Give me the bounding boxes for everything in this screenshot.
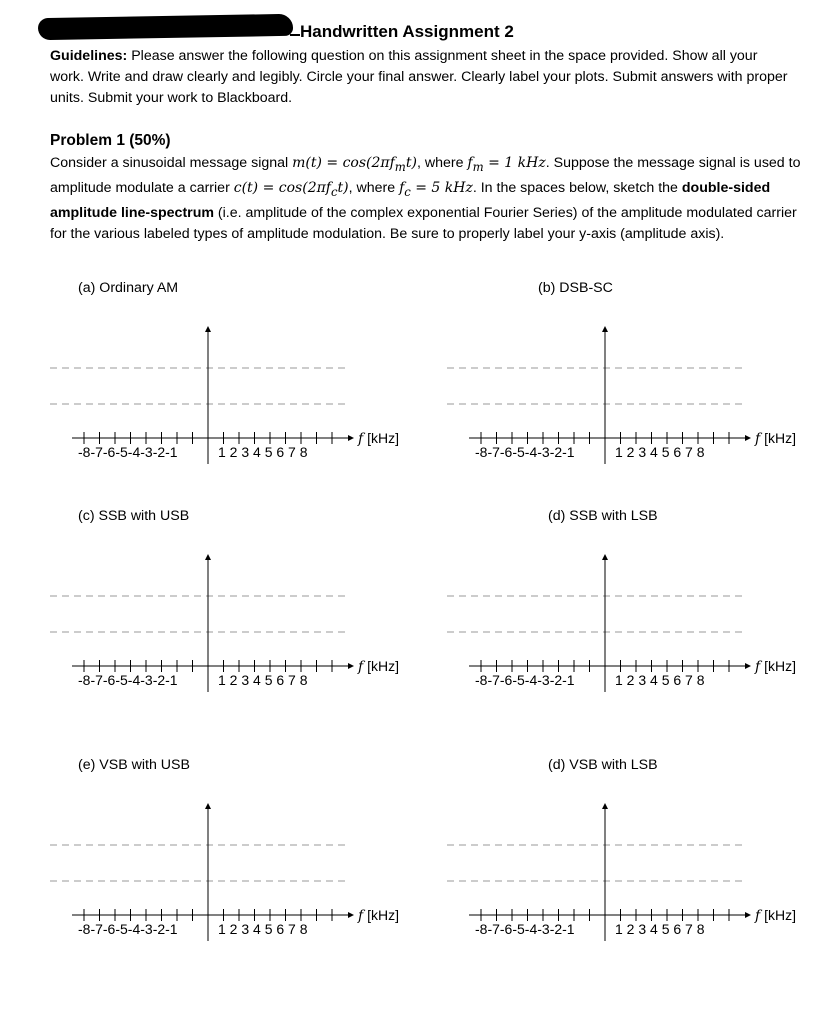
- x-axis-label: f [kHz]: [358, 430, 399, 447]
- x-axis-label: f [kHz]: [755, 907, 796, 924]
- spectrum-plot-c: [40, 546, 430, 696]
- negative-tick-labels: -8-7-6-5-4-3-2-1: [78, 672, 178, 688]
- spectrum-plot-e: [40, 795, 430, 945]
- y-axis-arrow: [205, 803, 211, 809]
- negative-tick-labels: -8-7-6-5-4-3-2-1: [475, 444, 575, 460]
- spectrum-plot-f: [437, 795, 827, 945]
- x-axis-arrow: [348, 435, 354, 441]
- fc-equation: $f_c = 5$ kHz: [399, 179, 473, 199]
- negative-tick-labels: -8-7-6-5-4-3-2-1: [78, 444, 178, 460]
- negative-tick-labels: -8-7-6-5-4-3-2-1: [475, 672, 575, 688]
- plot-label-a: (a) Ordinary AM: [78, 280, 179, 296]
- x-axis-label: f [kHz]: [755, 658, 796, 675]
- x-axis-label: f [kHz]: [358, 907, 399, 924]
- positive-tick-labels: 1 2 3 4 5 6 7 8: [615, 444, 705, 460]
- x-axis-arrow: [348, 912, 354, 918]
- x-axis-arrow: [348, 663, 354, 669]
- guidelines-label: Guidelines:: [50, 48, 128, 64]
- problem-text: , where: [348, 179, 400, 196]
- y-axis-arrow: [205, 554, 211, 560]
- guidelines-text: Please answer the following question on this assignment sheet in the space provided. Show all your work. Write and draw clearly and legibly. Circle your final answer. Clearly label your plots. Submit answers with proper units. Submit your work to Blackboard.: [50, 48, 788, 106]
- x-axis-arrow: [745, 912, 751, 918]
- bold-term: double-sided amplitude line-spectrum: [50, 179, 771, 221]
- plot-label-c: (c) SSB with USB: [78, 508, 190, 524]
- plot-label-d: (d) SSB with LSB: [548, 508, 658, 524]
- page-title: Handwritten Assignment 2: [300, 22, 514, 41]
- x-axis-arrow: [745, 435, 751, 441]
- carrier-equation: $c(t) = \cos(2\pi f_ct)$: [233, 179, 349, 199]
- x-axis-arrow: [745, 663, 751, 669]
- spectrum-plot-d: [437, 546, 827, 696]
- y-axis-arrow: [602, 326, 608, 332]
- y-axis-arrow: [602, 803, 608, 809]
- positive-tick-labels: 1 2 3 4 5 6 7 8: [218, 921, 308, 937]
- positive-tick-labels: 1 2 3 4 5 6 7 8: [615, 672, 705, 688]
- problem-text: Consider a sinusoidal message signal: [50, 155, 293, 171]
- problem-text: . Suppose the message signal is used to amplitude modulate a carrier: [50, 155, 801, 196]
- plot-label-e: (e) VSB with USB: [78, 757, 190, 773]
- problem-text: . In the spaces below, sketch the: [472, 179, 682, 196]
- y-axis-arrow: [205, 326, 211, 332]
- positive-tick-labels: 1 2 3 4 5 6 7 8: [615, 921, 705, 937]
- spectrum-plot-b: [437, 318, 827, 468]
- redacted-name: [38, 14, 293, 40]
- negative-tick-labels: -8-7-6-5-4-3-2-1: [78, 921, 178, 937]
- message-equation: $m(t) = \cos(2\pi f_mt)$: [292, 155, 417, 174]
- problem-text: (i.e. amplitude of the complex exponential Fourier Series) of the amplitude modulated carrier for the various labeled types of amplitude modulation. Be sure to properly label your y-axis (amplitude axis).: [50, 204, 797, 242]
- negative-tick-labels: -8-7-6-5-4-3-2-1: [475, 921, 575, 937]
- problem-text: , where: [416, 155, 468, 171]
- guidelines-paragraph: [50, 46, 790, 109]
- plot-label-f: (d) VSB with LSB: [548, 757, 658, 773]
- x-axis-label: f [kHz]: [358, 658, 399, 675]
- spectrum-plot-a: [40, 318, 430, 468]
- x-axis-label: f [kHz]: [755, 430, 796, 447]
- title-dash: [290, 34, 300, 36]
- fm-equation: $f_m = 1$ kHz: [467, 155, 546, 174]
- plot-label-b: (b) DSB-SC: [538, 280, 613, 296]
- problem-title: Problem 1 (50%): [50, 132, 171, 149]
- positive-tick-labels: 1 2 3 4 5 6 7 8: [218, 444, 308, 460]
- problem-paragraph: [50, 153, 810, 245]
- y-axis-arrow: [602, 554, 608, 560]
- positive-tick-labels: 1 2 3 4 5 6 7 8: [218, 672, 308, 688]
